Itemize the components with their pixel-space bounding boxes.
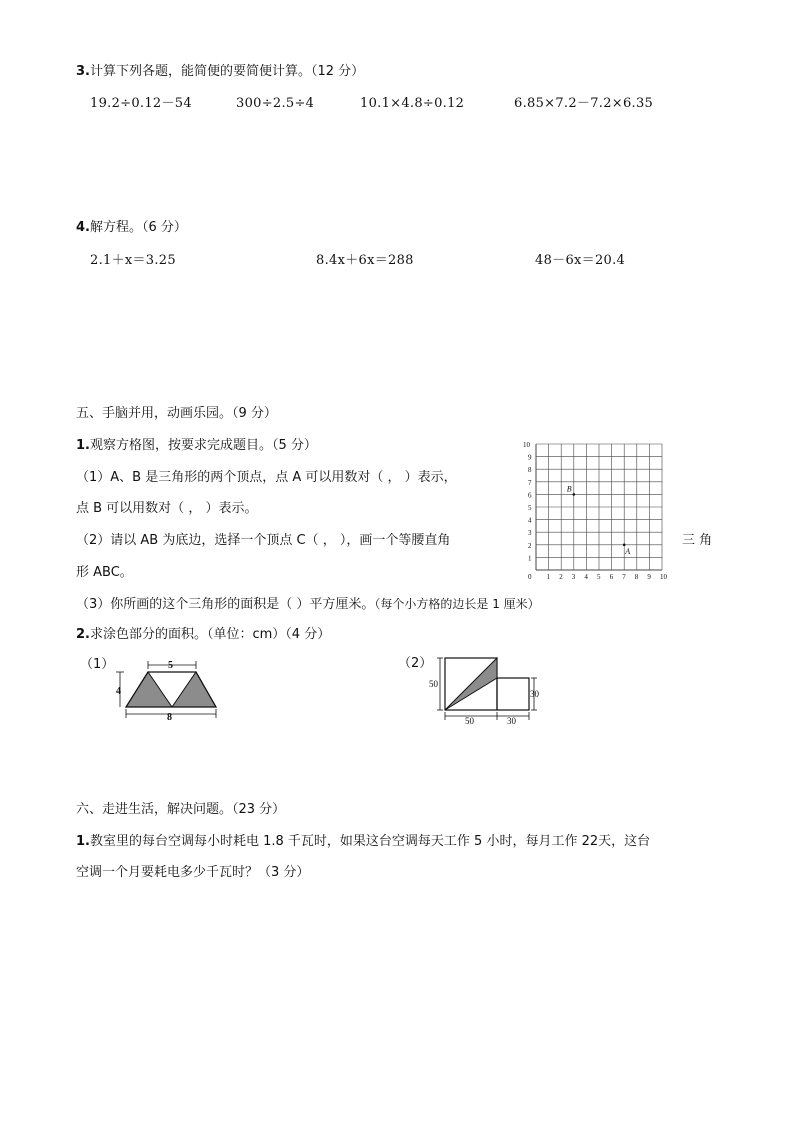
fig2-bottom-left-label: 50 [465, 716, 474, 726]
sec5-q1-line3-tail: 三 角 [682, 533, 713, 548]
q3-text: 计算下列各题，能简便的要简便计算。（12 分） [89, 64, 365, 79]
sec5-q1-line5 [76, 596, 540, 613]
sec5-q1-number: 1. [76, 438, 90, 453]
sec5-q2-heading [76, 627, 330, 643]
fig2-right-label: 30 [530, 689, 539, 699]
grid-y-tick-label: 9 [528, 453, 532, 462]
grid-y-tick-label: 1 [528, 554, 532, 563]
coordinate-grid [518, 436, 668, 582]
q4-eq-3: 48－6x＝20.4 [535, 253, 626, 268]
q4-heading [76, 220, 187, 236]
sec5-q2-text: 求涂色部分的面积。（单位：cm）（4 分） [89, 627, 331, 642]
fig1-label: （1） [80, 657, 115, 672]
point-b-dot [573, 493, 576, 496]
sec5-q1-line4: 形 ABC。 [76, 565, 133, 580]
fig2-shaded-triangle [445, 658, 497, 710]
point-a-label: A [625, 546, 631, 556]
grid-origin-label: 0 [528, 573, 532, 581]
fig1-height-label: 4 [116, 686, 121, 697]
grid-y-tick-label: 3 [528, 529, 532, 538]
point-b-label: B [566, 484, 572, 494]
figure-2-squares [428, 652, 550, 726]
grid-x-tick-label: 2 [559, 573, 563, 581]
sec6-q1-line1 [76, 834, 650, 850]
grid-x-tick-label: 6 [609, 573, 614, 581]
fig1-top-label: 5 [168, 660, 173, 671]
grid-x-tick-label: 1 [546, 573, 551, 581]
grid-x-tick-label: 9 [647, 573, 651, 581]
grid-x-tick-label: 3 [571, 573, 576, 581]
grid-x-ticks [547, 573, 668, 581]
q4-text: 解方程。（6 分） [89, 220, 187, 235]
fig2-label: （2） [398, 656, 433, 671]
grid-x-tick-label: 8 [634, 573, 639, 581]
point-a-dot [623, 544, 626, 547]
grid-x-tick-label: 10 [660, 573, 667, 581]
q3-expr-1: 19.2÷0.12－54 [90, 96, 192, 111]
grid-x-tick-label: 5 [597, 573, 601, 581]
sec5-q1-line3: （2）请以 AB 为底边，选择一个顶点 C（ ， ），画一个等腰直角 [76, 533, 451, 548]
grid-y-tick-label: 2 [528, 541, 532, 550]
sec5-q1-line5-main: （3）你所画的这个三角形的面积是（ ）平方厘米。 [76, 597, 375, 612]
sec5-q1-heading [76, 438, 317, 454]
q4-eq-1: 2.1＋x＝3.25 [90, 253, 176, 268]
q3-expr-2: 300÷2.5÷4 [236, 96, 315, 111]
grid-y-ticks [523, 441, 532, 562]
fig1-bottom-label: 8 [167, 712, 172, 723]
sec6-q1-text: 教室里的每台空调每小时耗电 1.8 千瓦时，如果这台空调每天工作 5 小时，每月工作 22天，这台 [89, 834, 651, 849]
q4-eq-2: 8.4x＋6x＝288 [316, 253, 414, 268]
grid-y-tick-label: 10 [523, 441, 530, 449]
sec5-q1-line1: （1）A、B 是三角形的两个顶点，点 A 可以用数对（ ， ）表示， [76, 470, 457, 485]
fig1-shaded-left [126, 672, 172, 707]
grid-y-tick-label: 4 [528, 516, 532, 525]
figure-1-trapezoid [106, 654, 226, 724]
grid-x-tick-label: 7 [622, 573, 626, 581]
grid-lines [536, 444, 662, 570]
q3-expr-3: 10.1×4.8÷0.12 [360, 96, 465, 111]
grid-y-tick-label: 6 [528, 491, 532, 500]
sec5-title: 五、手脑并用，动画乐园。（9 分） [76, 406, 277, 421]
sec5-q2-number: 2. [76, 627, 90, 642]
sec6-q1-line2: 空调一个月要耗电多少千瓦时？（3 分） [76, 865, 310, 880]
sec5-q1-line2: 点 B 可以用数对（ ， ）表示。 [76, 501, 258, 516]
grid-y-tick-label: 5 [528, 504, 532, 512]
grid-y-tick-label: 8 [528, 466, 532, 475]
fig2-bottom-right-label: 30 [507, 716, 516, 726]
q3-expr-4: 6.85×7.2－7.2×6.35 [514, 96, 654, 111]
q3-number: 3. [76, 64, 90, 79]
grid-y-tick-label: 7 [528, 478, 532, 487]
fig2-left-label: 50 [429, 679, 438, 689]
q3-heading [76, 64, 364, 80]
fig1-shaded-right [172, 672, 216, 707]
sec5-q1-line5-note: （每个小方格的边长是 1 厘米） [374, 597, 540, 611]
grid-x-tick-label: 4 [584, 573, 588, 581]
sec5-q1-text: 观察方格图，按要求完成题目。（5 分） [89, 438, 317, 453]
fig2-small-square [497, 678, 529, 710]
q4-number: 4. [76, 220, 90, 235]
sec6-q1-number: 1. [76, 834, 90, 849]
sec6-title: 六、走进生活，解决问题。（23 分） [76, 802, 286, 817]
